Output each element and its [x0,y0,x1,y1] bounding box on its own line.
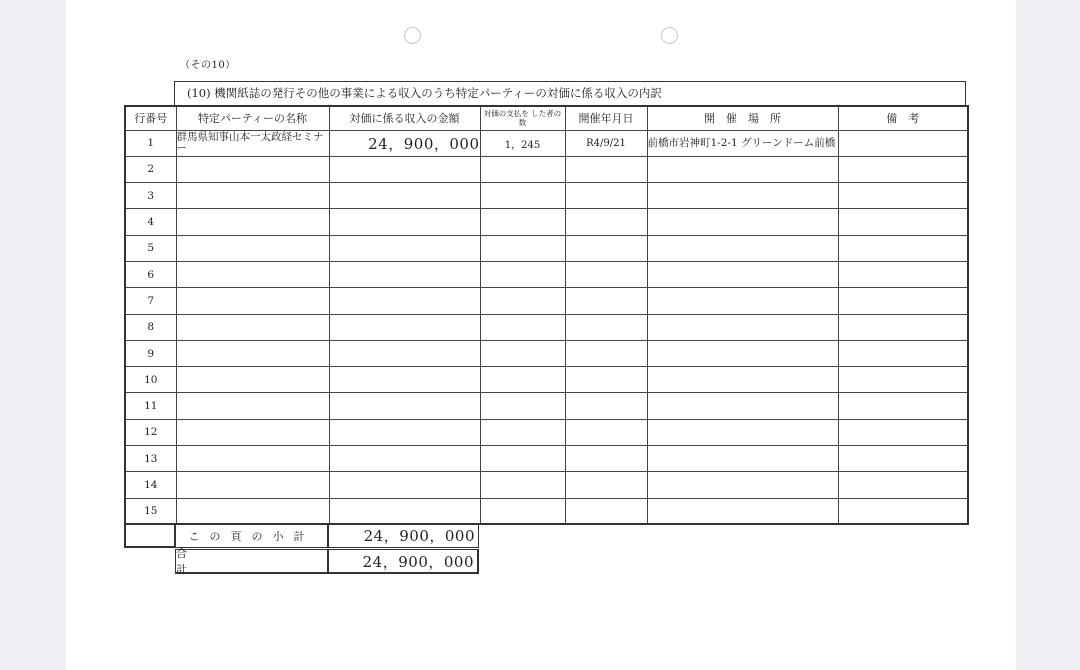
place-cell [647,472,838,498]
header-date: 開催年月日 [565,106,647,130]
amount-cell [329,393,480,419]
party-name-cell [176,498,329,524]
date-cell [565,183,647,209]
party-name-cell [176,367,329,393]
table-row [125,235,968,261]
place-cell [647,183,838,209]
remarks-cell [838,498,968,524]
amount-cell [329,235,480,261]
place-cell [647,288,838,314]
table-row [125,314,968,340]
party-name-cell: 群馬県知事山本一太政経セミナー [176,130,329,156]
amount-cell [329,156,480,182]
table-row [125,156,968,182]
amount-cell [329,183,480,209]
amount-cell [329,340,480,366]
payers-count-cell [480,472,565,498]
place-cell [647,340,838,366]
place-cell [647,446,838,472]
table-row [125,340,968,366]
subtotal-amount: 24，900，000 [328,523,479,548]
row-number: 10 [125,367,176,393]
place-cell [647,261,838,287]
payers-count-cell [480,340,565,366]
payers-count-cell [480,314,565,340]
place-cell [647,419,838,445]
table-row [125,472,968,498]
remarks-cell [838,261,968,287]
table-row [125,419,968,445]
row-number: 11 [125,393,176,419]
date-cell: R4/9/21 [565,130,647,156]
row-number: 5 [125,235,176,261]
remarks-cell [838,183,968,209]
amount-cell [329,314,480,340]
remarks-cell [838,472,968,498]
payers-count-cell [480,498,565,524]
place-cell [647,156,838,182]
row-number: 6 [125,261,176,287]
row-number: 15 [125,498,176,524]
date-cell [565,209,647,235]
payers-count-cell [480,446,565,472]
row-number: 4 [125,209,176,235]
date-cell [565,288,647,314]
place-cell: 前橋市岩神町1-2-1 グリーンドーム前橋 [647,130,838,156]
date-cell [565,314,647,340]
date-cell [565,235,647,261]
total-label: 合 計 [175,549,328,574]
remarks-cell [838,446,968,472]
date-cell [565,367,647,393]
date-cell [565,498,647,524]
table-row [125,393,968,419]
table-row [125,261,968,287]
row-number: 2 [125,156,176,182]
table-row [125,446,968,472]
row-number: 14 [125,472,176,498]
remarks-cell [838,367,968,393]
party-name-cell [176,446,329,472]
punch-hole-icon [661,27,678,44]
amount-cell [329,261,480,287]
header-amount: 対価に係る収入の金額 [329,106,480,130]
punch-hole-icon [404,27,421,44]
row-number: 7 [125,288,176,314]
row-number: 12 [125,419,176,445]
date-cell [565,340,647,366]
header-row-no: 行番号 [125,106,176,130]
section-title: (10) 機関紙誌の発行その他の事業による収入のうち特定パーティーの対価に係る収入の内訳 [174,81,966,106]
remarks-cell [838,419,968,445]
party-name-cell [176,261,329,287]
payers-count-cell [480,235,565,261]
header-payers-count: 対価の支払を した者の数 [480,106,565,130]
remarks-cell [838,235,968,261]
place-cell [647,235,838,261]
amount-cell [329,472,480,498]
payers-count-cell [480,209,565,235]
party-name-cell [176,472,329,498]
payers-count-cell [480,261,565,287]
party-name-cell [176,156,329,182]
payers-count-cell [480,419,565,445]
payers-count-cell [480,183,565,209]
party-name-cell [176,183,329,209]
remarks-cell [838,393,968,419]
row-number: 8 [125,314,176,340]
amount-cell [329,209,480,235]
party-name-cell [176,314,329,340]
document-page [66,0,1016,670]
party-income-table [124,105,969,525]
table-header-row [125,106,968,130]
payers-count-cell [480,393,565,419]
place-cell [647,209,838,235]
date-cell [565,261,647,287]
amount-cell [329,367,480,393]
party-name-cell [176,419,329,445]
table-row [125,183,968,209]
payers-count-cell [480,288,565,314]
table-row [125,498,968,524]
payers-count-cell [480,367,565,393]
amount-cell: 24，900，000 [329,130,480,156]
place-cell [647,314,838,340]
row-number: 9 [125,340,176,366]
party-name-cell [176,340,329,366]
header-place: 開 催 場 所 [647,106,838,130]
table-row [125,367,968,393]
remarks-cell [838,209,968,235]
payers-count-cell [480,156,565,182]
remarks-cell [838,288,968,314]
total-row [175,549,479,574]
party-name-cell [176,235,329,261]
row-number: 3 [125,183,176,209]
remarks-cell [838,130,968,156]
table-row [125,209,968,235]
party-name-cell [176,209,329,235]
amount-cell [329,288,480,314]
total-amount: 24，900，000 [328,549,479,574]
table-row [125,130,968,156]
remarks-cell [838,314,968,340]
payers-count-cell: 1，245 [480,130,565,156]
row-number: 13 [125,446,176,472]
row-number: 1 [125,130,176,156]
date-cell [565,472,647,498]
subtotal-blank-cell [124,523,175,548]
remarks-cell [838,156,968,182]
party-name-cell [176,393,329,419]
date-cell [565,446,647,472]
subtotal-label: この頁の小計 [175,523,328,548]
amount-cell [329,446,480,472]
place-cell [647,393,838,419]
header-party-name: 特定パーティーの名称 [176,106,329,130]
place-cell [647,367,838,393]
amount-cell [329,419,480,445]
party-name-cell [176,288,329,314]
amount-cell [329,498,480,524]
date-cell [565,419,647,445]
date-cell [565,393,647,419]
table-row [125,288,968,314]
page-label: （その10） [180,60,236,71]
header-remarks: 備 考 [838,106,968,130]
date-cell [565,156,647,182]
place-cell [647,498,838,524]
remarks-cell [838,340,968,366]
